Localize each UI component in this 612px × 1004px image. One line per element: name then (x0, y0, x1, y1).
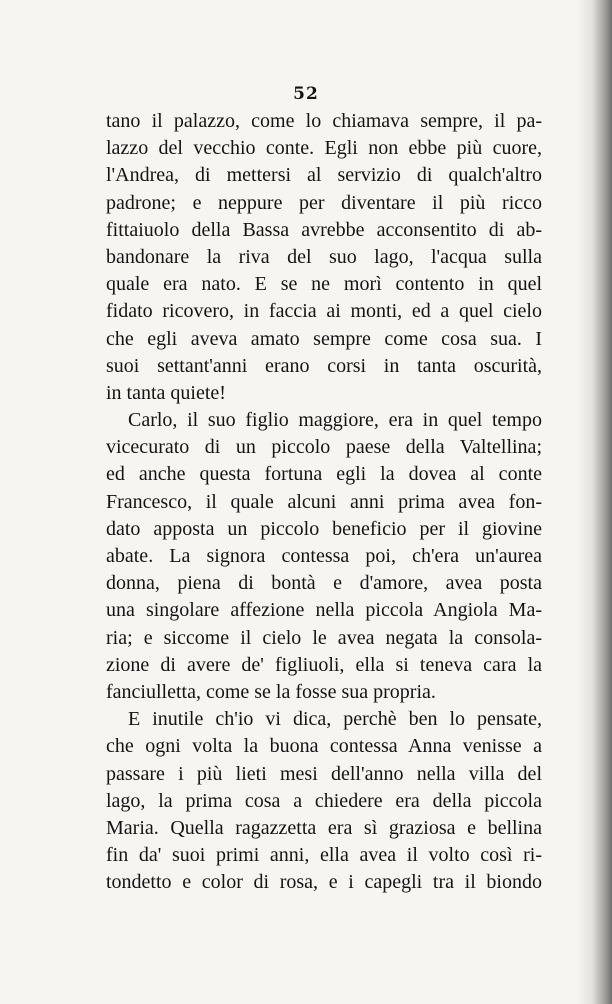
text-line: che ogni volta la buona contessa Anna venisse a (106, 735, 542, 758)
text-line: passare i più lieti mesi dell'anno nella villa del (106, 762, 542, 785)
text-line: E inutile ch'io vi dica, perchè ben lo pensate, (128, 708, 542, 731)
text-line: tondetto e color di rosa, e i capegli tra il biondo (106, 871, 542, 894)
text-line: l'Andrea, di mettersi al servizio di qualch'altro (106, 164, 542, 187)
text-line: zione di avere de' figliuoli, ella si teneva cara la (106, 653, 542, 676)
text-line: abate. La signora contessa poi, ch'era un'aurea (106, 545, 542, 567)
text-line: quale era nato. E se ne morì contento in quel (106, 273, 542, 296)
text-line: ria; e siccome il cielo le avea negata la consola- (106, 626, 542, 649)
page-edge-shadow (576, 0, 612, 1004)
text-line: lazzo del vecchio conte. Egli non ebbe più cuore, (106, 137, 542, 160)
text-line: fidato ricovero, in faccia ai monti, ed a quel cielo (106, 300, 542, 323)
text-line: che egli aveva amato sempre come cosa sua. I (106, 327, 542, 350)
text-line: lago, la prima cosa a chiedere era della piccola (106, 789, 542, 812)
text-line: Carlo, il suo figlio maggiore, era in quel tempo (128, 409, 542, 432)
text-line: in tanta quiete! (106, 381, 226, 404)
text-line: fin da' suoi primi anni, ella avea il volto così ri- (106, 844, 542, 867)
paragraph (106, 407, 542, 706)
paragraph (106, 706, 542, 896)
paragraph (106, 108, 542, 407)
text-line: vicecurato di un piccolo paese della Valtellina; (106, 436, 542, 459)
page-number: 52 (293, 84, 319, 104)
text-line: donna, piena di bontà e d'amore, avea posta (106, 572, 542, 595)
text-line: Francesco, il quale alcuni anni prima avea fon- (106, 490, 542, 513)
text-line: fanciulletta, come se la fosse sua propria. (106, 680, 436, 703)
text-line: suoi settant'anni erano corsi in tanta oscurità, (106, 354, 542, 377)
text-line: tano il palazzo, come lo chiamava sempre, il pa- (106, 110, 542, 132)
body-text (106, 108, 542, 896)
text-line: Maria. Quella ragazzetta era sì graziosa e bellina (106, 816, 542, 839)
text-line: fittaiuolo della Bassa avrebbe acconsentito di ab- (106, 218, 542, 241)
text-line: padrone; e neppure per diventare il più ricco (106, 191, 542, 214)
text-line: dato apposta un piccolo beneficio per il giovine (106, 517, 542, 540)
text-line: ed anche questa fortuna egli la dovea al conte (106, 463, 542, 486)
text-line: bandonare la riva del suo lago, l'acqua sulla (106, 245, 542, 268)
text-line: una singolare affezione nella piccola Angiola Ma- (106, 599, 542, 622)
